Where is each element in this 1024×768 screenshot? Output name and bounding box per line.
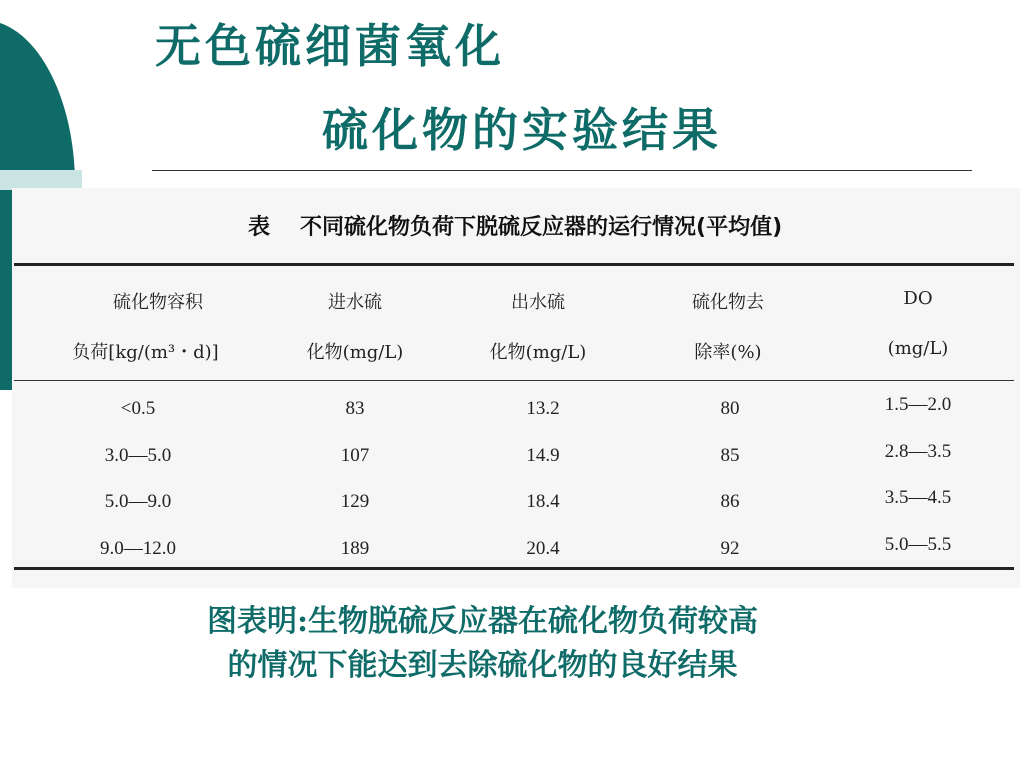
table-cell: 3.0—5.0	[104, 445, 172, 466]
header-removal-line1: 硫化物去	[692, 292, 764, 313]
conclusion-text	[0, 600, 965, 688]
header-removal-line2: 除率(%)	[694, 342, 762, 363]
header-load-line1: 硫化物容积	[113, 292, 203, 313]
slide-title-line-1: 无色硫细菌氧化	[155, 19, 505, 73]
header-effluent-line2: 化物(mg/L)	[489, 342, 587, 363]
table-caption	[248, 210, 782, 241]
table-cell: 5.0—5.5	[884, 534, 952, 555]
table-cell: 129	[340, 491, 370, 512]
table-bottom-rule	[14, 567, 1014, 570]
table-cell: 85	[720, 445, 740, 466]
table-cell: 3.5—4.5	[884, 487, 952, 508]
scanned-table-image	[12, 188, 1020, 588]
table-cell: 92	[720, 538, 740, 559]
conclusion-line-1: 图表明:生物脱硫反应器在硫化物负荷较高	[206, 604, 759, 639]
table-cell: 2.8—3.5	[884, 441, 952, 462]
table-cell: 13.2	[526, 398, 560, 419]
table-cell: 18.4	[526, 491, 560, 512]
table-cell: 9.0—12.0	[100, 538, 176, 559]
header-load-line2: 负荷[kg/(m³・d)]	[72, 342, 219, 363]
table-cell: 80	[720, 398, 740, 419]
decorative-teal-bar	[0, 190, 12, 390]
header-influent-line2: 化物(mg/L)	[306, 342, 404, 363]
table-cell: 189	[340, 538, 370, 559]
title-divider	[152, 170, 972, 171]
table-cell: 86	[720, 491, 740, 512]
conclusion-line-2: 的情况下能达到去除硫化物的良好结果	[227, 648, 738, 683]
table-header-rule	[14, 380, 1014, 381]
table-label: 表	[248, 215, 271, 240]
header-effluent-line1: 出水硫	[511, 292, 565, 313]
header-do-line1: DO	[903, 288, 933, 309]
table-cell: 1.5—2.0	[884, 394, 952, 415]
table-caption-text: 不同硫化物负荷下脱硫反应器的运行情况(平均值)	[300, 215, 783, 240]
table-cell: 5.0—9.0	[104, 491, 172, 512]
table-cell: 20.4	[526, 538, 560, 559]
table-cell: 14.9	[526, 445, 560, 466]
header-influent-line1: 进水硫	[328, 292, 382, 313]
table-top-rule	[14, 263, 1014, 266]
table-cell: 107	[340, 445, 370, 466]
table-cell: <0.5	[120, 398, 156, 419]
table-cell: 83	[345, 398, 365, 419]
header-do-line2: (mg/L)	[887, 338, 949, 359]
slide-title-line-2: 硫化物的实验结果	[322, 103, 722, 157]
